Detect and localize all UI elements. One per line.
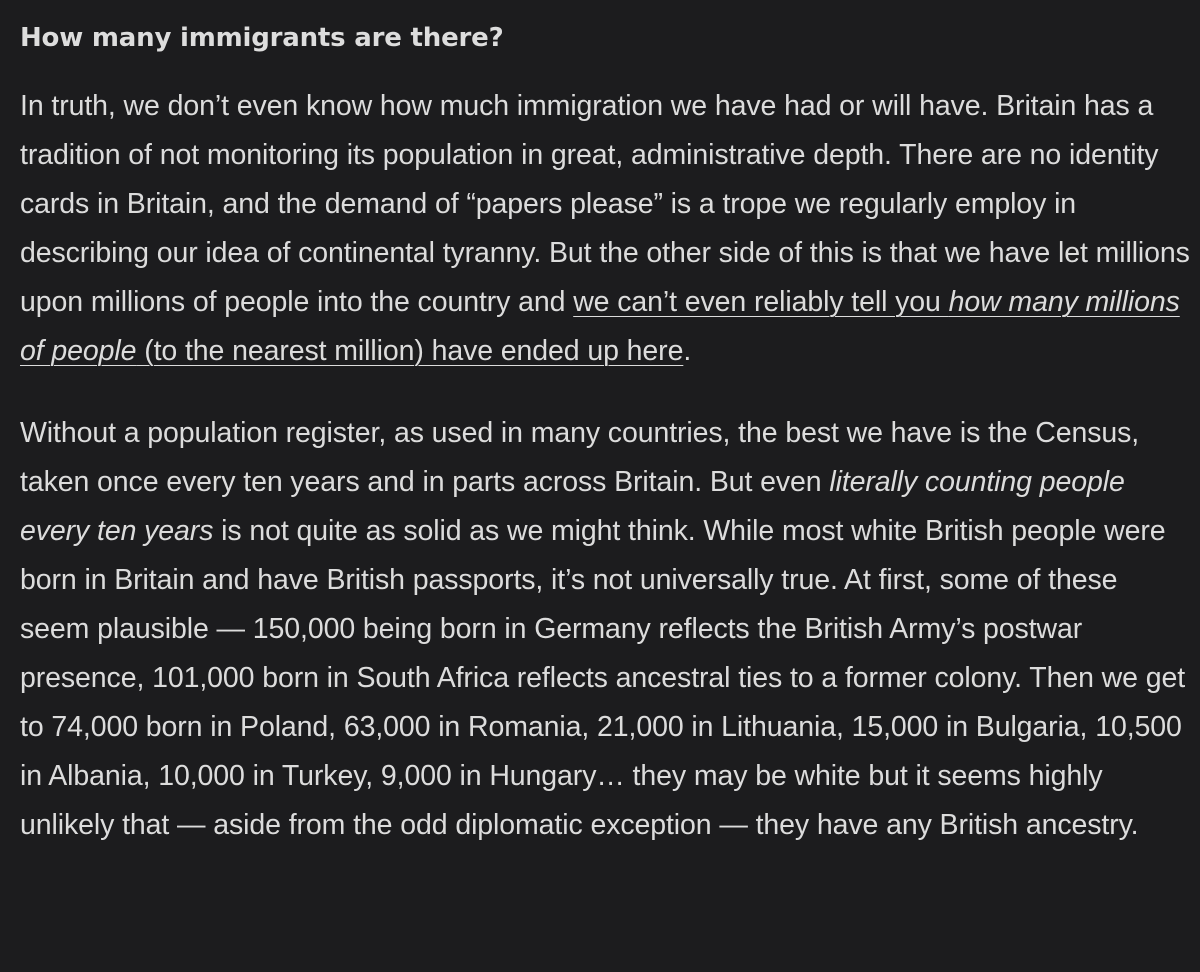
article (20, 0, 1192, 850)
paragraph-2 (20, 409, 1192, 850)
paragraph-1 (20, 82, 1192, 376)
paragraph-1-text: In truth, we don’t even know how much immigration we have had or will have. Britain has a tradition of not monitoring its population in great, administrative depth. There are no identity cards in Britain, and the demand of “papers please” is a trope we regularly employ in describing our idea of continental tyranny. But the other side of this is that we have let millions upon millions of people into the country and (20, 90, 1190, 318)
paragraph-2-italic: literally counting people every ten years (20, 466, 1125, 547)
section-heading: How many immigrants are there? (20, 23, 504, 53)
link-text-part-1: we can’t even reliably tell you (573, 286, 949, 318)
paragraph-1-end: . (683, 335, 692, 367)
paragraph-2-text-end: is not quite as solid as we might think. While most white British people were born in Britain and have British passports, it’s not universally true. At first, some of these seem plausible — 150,000 being born in Germany reflects the British Army’s postwar presence, 101,000 born in South Africa reflects ancestral ties to a former colony. Then we get to 74,000 born in Poland, 63,000 in Romania, 21,000 in Lithuania, 15,000 in Bulgaria, 10,500 in Albania, 10,000 in Turkey, 9,000 in Hungary… they may be white but it seems highly unlikely that — aside from the odd diplomatic exception — they have any British ancestry. (20, 515, 1186, 841)
link-text-italic: how many millions of people (20, 286, 1180, 367)
link-text-part-2: (to the nearest million) have ended up here (136, 335, 684, 367)
paragraph-2-text-start: Without a population register, as used in many countries, the best we have is the Census, taken once every ten years and in parts across Britain. But even (20, 417, 1140, 498)
